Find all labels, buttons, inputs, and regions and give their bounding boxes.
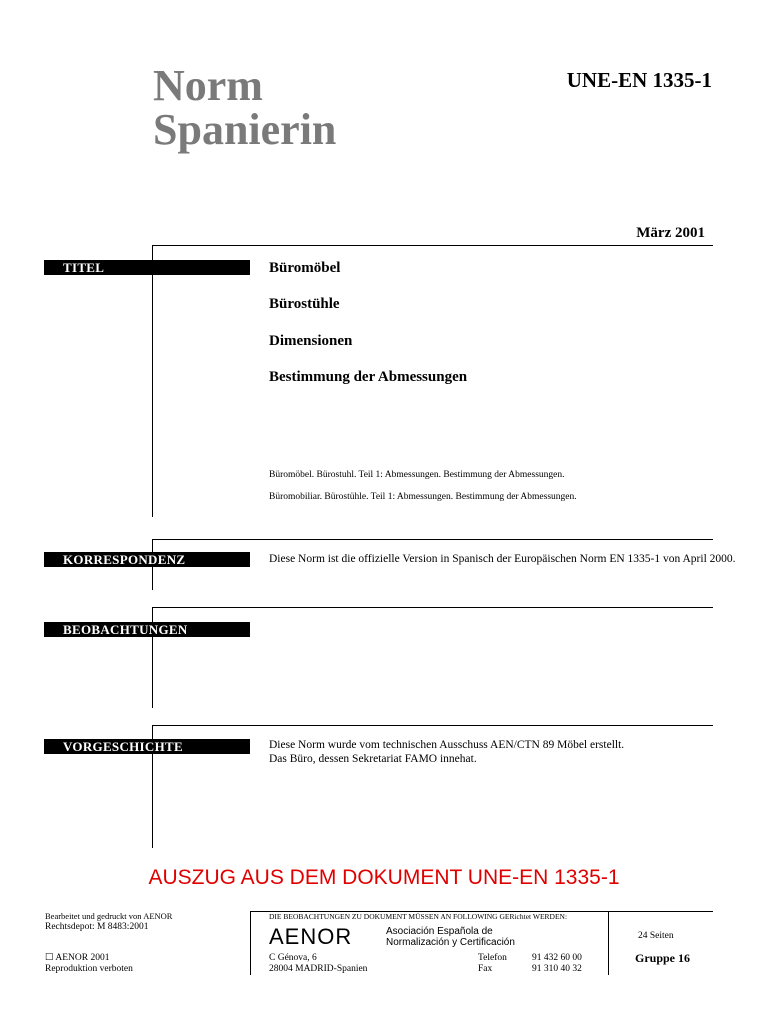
phone-number: 91 432 60 00: [532, 953, 582, 963]
title-line: Bürostühle: [269, 296, 340, 312]
title-line: Dimensionen: [269, 333, 353, 349]
footer-deposit: Rechtsdepot: M 8483:2001: [45, 922, 149, 932]
brand-line-2: Spanierin: [153, 105, 337, 154]
vertical-rule: [152, 245, 153, 517]
title-line: Bestimmung der Abmessungen: [269, 369, 468, 385]
section-divider: [152, 539, 713, 540]
footer-edited: Bearbeitet und gedruckt von AENOR: [45, 911, 173, 921]
section-label-vorgeschichte: [44, 739, 250, 754]
fax-label: Fax: [478, 964, 493, 974]
document-number: UNE-EN 1335-1: [566, 68, 712, 92]
publication-date: März 2001: [636, 225, 705, 241]
vorgeschichte-line: Das Büro, dessen Sekretariat FAMO innehat.: [269, 753, 477, 765]
footer-contact-labels: [478, 953, 507, 975]
price-group: Gruppe 16: [635, 951, 691, 965]
phone-label: Telefon: [478, 953, 507, 963]
footer-divider: [250, 911, 251, 975]
section-divider: [152, 607, 713, 608]
section-divider: [152, 245, 713, 246]
vorgeschichte-line: Diese Norm wurde vom technischen Ausschuss AEN/CTN 89 Möbel erstellt.: [269, 739, 625, 751]
section-label-beobachtungen: [44, 622, 250, 637]
korrespondenz-text: Diese Norm ist die offizielle Version in Spanisch der Europäischen Norm EN 1335-1 von April 2000.: [269, 553, 736, 565]
section-label-text: KORRESPONDENZ: [63, 552, 186, 567]
alternate-title: Büromöbel. Bürostuhl. Teil 1: Abmessungen. Bestimmung der Abmessungen.: [269, 470, 565, 480]
footer-copyright: ☐ AENOR 2001: [45, 953, 110, 963]
footer-street: C Génova, 6: [269, 953, 317, 963]
section-label-text: BEOBACHTUNGEN: [63, 622, 188, 637]
footer-address: [269, 953, 367, 975]
footer-publisher: [45, 911, 172, 933]
section-label-text: VORGESCHICHTE: [63, 739, 183, 754]
association-line: Normalización y Certificación: [386, 937, 515, 948]
title-line: Büromöbel: [269, 260, 341, 276]
brand-line-1: Norm: [153, 61, 263, 110]
footer-copyright-block: [45, 953, 133, 975]
aenor-logo: AENOR: [269, 924, 353, 949]
section-label-text: TITEL: [63, 260, 105, 275]
footer-divider: [608, 911, 609, 975]
footer-contact-values: [532, 953, 582, 975]
footer-notice: DIE BEOBACHTUNGEN ZU DOKUMENT MÜSSEN AN FOLLOWING GERichtet WERDEN:: [269, 912, 568, 921]
section-divider: [152, 725, 713, 726]
section-label-titel: [44, 260, 250, 275]
footer-city: 28004 MADRID-Spanien: [269, 964, 368, 974]
fax-number: 91 310 40 32: [532, 964, 582, 974]
vorgeschichte-text: [269, 738, 739, 766]
section-label-korrespondenz: [44, 552, 250, 567]
excerpt-banner: AUSZUG AUS DEM DOKUMENT UNE-EN 1335-1: [148, 866, 620, 889]
alternate-title: Büromobiliar. Bürostühle. Teil 1: Abmessungen. Bestimmung der Abmessungen.: [269, 492, 577, 502]
aenor-association: [386, 926, 515, 948]
norm-brand-title: [153, 61, 337, 154]
page-count: 24 Seiten: [638, 931, 674, 941]
association-line: Asociación Española de: [386, 926, 493, 937]
footer-reproduction: Reproduktion verboten: [45, 964, 133, 974]
